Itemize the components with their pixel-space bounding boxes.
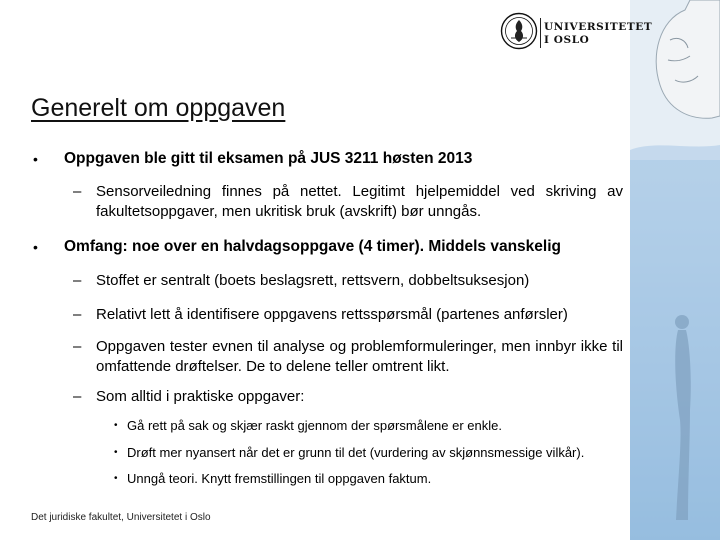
dash-marker: –: [73, 306, 82, 323]
bullet-item: [0, 149, 630, 169]
bullet-marker: •: [114, 473, 118, 484]
side-decoration-panel: [630, 0, 720, 540]
sub-bullet-text: Som alltid i praktiske oppgaver:: [96, 388, 305, 405]
sub-sub-bullet-text: Unngå teori. Knytt fremstillingen til oppgaven faktum.: [127, 471, 432, 486]
bullet-marker: •: [114, 420, 118, 431]
slide-title: Generelt om oppgaven: [31, 94, 286, 122]
sub-bullet-text: Relativt lett å identifisere oppgavens rettsspørsmål (partenes anførsler): [96, 306, 568, 323]
slide-footer: Det juridiske fakultet, Universitetet i Oslo: [31, 512, 211, 523]
bullet-marker: •: [33, 151, 38, 167]
sub-sub-bullet-text: Drøft mer nyansert når det er grunn til det (vurdering av skjønnsmessige vilkår).: [127, 445, 585, 460]
sub-bullet-text: Sensorveiledning finnes på nettet. Legitimt hjelpemiddel ved skriving av fakultetsoppgaver, men ukritisk bruk (avskrift) bør unngås.: [96, 183, 623, 220]
bullet-text: Omfang: noe over en halvdagsoppgave (4 timer). Middels vanskelig: [64, 238, 561, 255]
sub-sub-bullet-text: Gå rett på sak og skjær raskt gjennom der spørsmålene er enkle.: [127, 418, 502, 433]
sub-bullet-item: [0, 387, 630, 407]
sub-bullet-text: Oppgaven tester evnen til analyse og problemformuleringer, men innbyr ikke til omfattende drøftelser. De to delene teller omtrent likt.: [96, 338, 623, 375]
sub-bullet-item: [0, 271, 630, 291]
statue-illustration: [630, 0, 720, 540]
bullet-item: [0, 237, 630, 257]
dash-marker: –: [73, 388, 82, 405]
university-seal-icon: [500, 12, 538, 50]
logo-divider: [540, 18, 541, 48]
university-logo: [500, 12, 653, 52]
sub-sub-bullet-item: [0, 416, 630, 436]
dash-marker: –: [73, 272, 82, 289]
sub-sub-bullet-item: [0, 469, 630, 489]
sub-bullet-item: [0, 337, 630, 377]
bullet-marker: •: [114, 447, 118, 458]
bullet-text: Oppgaven ble gitt til eksamen på JUS 3211 høsten 2013: [64, 150, 473, 167]
dash-marker: –: [73, 183, 82, 200]
sub-bullet-item: [0, 305, 630, 325]
logo-text-line1: UNIVERSITETET: [544, 21, 653, 33]
sub-bullet-item: [0, 182, 630, 222]
sub-sub-bullet-item: [0, 443, 630, 463]
sub-bullet-text: Stoffet er sentralt (boets beslagsrett, rettsvern, dobbeltsuksesjon): [96, 272, 530, 289]
logo-text-line2: I OSLO: [544, 34, 590, 46]
dash-marker: –: [73, 338, 82, 355]
bullet-marker: •: [33, 239, 38, 255]
